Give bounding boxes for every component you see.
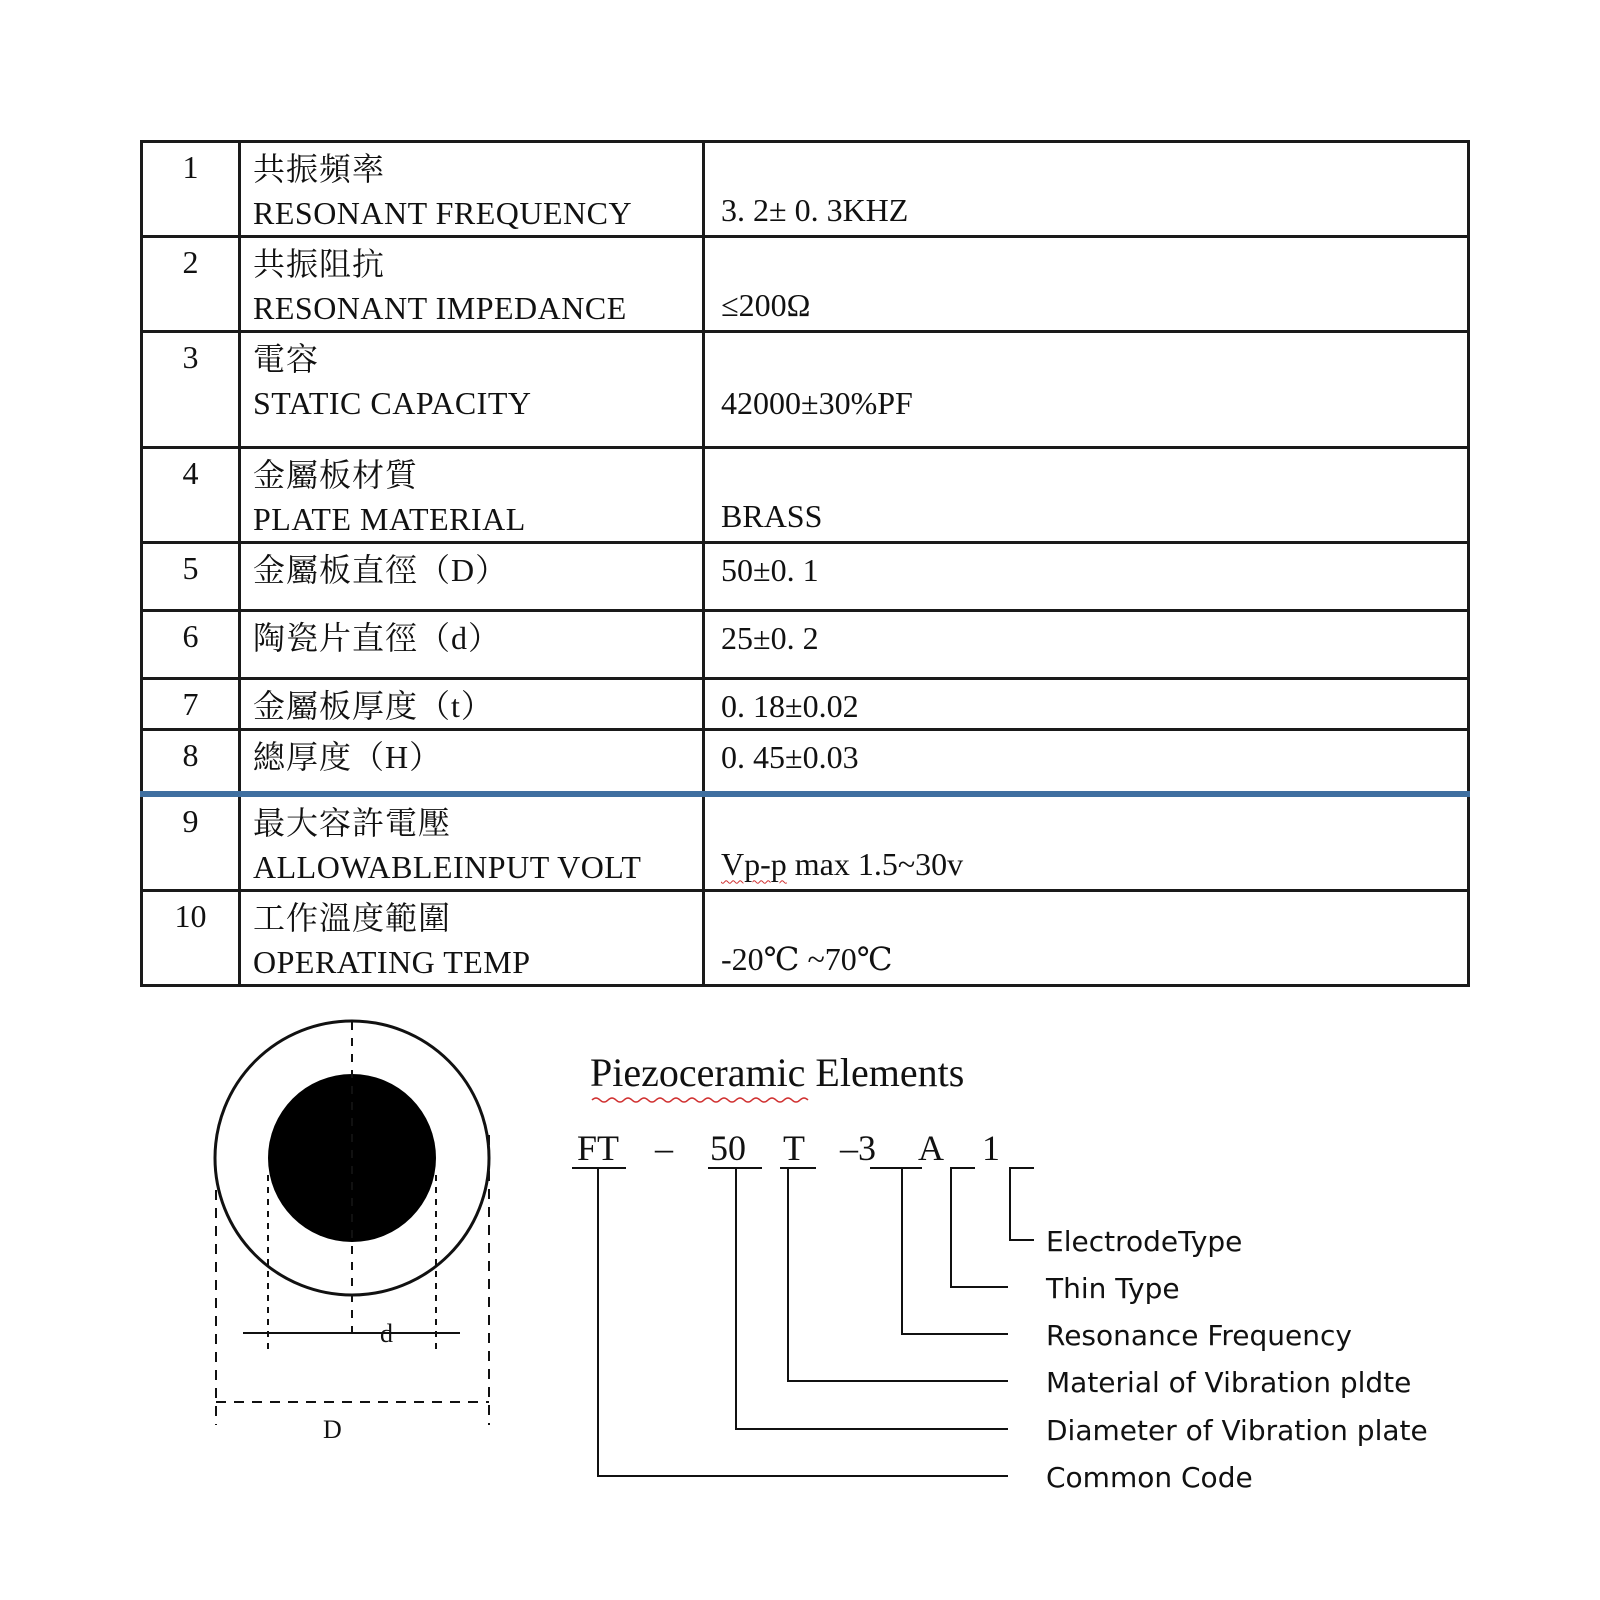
value-text: 25±0. 2 xyxy=(721,620,819,656)
item-label-zh: 最大容許電壓 xyxy=(253,804,452,841)
item-label-zh: 金屬板厚度（t） xyxy=(253,688,494,724)
code-segment-dash: – xyxy=(655,1128,673,1168)
row-number: 2 xyxy=(142,237,240,332)
item-label-zh: 共振頻率 xyxy=(253,151,386,187)
leader-thin-type xyxy=(951,1168,1008,1287)
code-segment-1: 1 xyxy=(982,1128,1000,1168)
leader-frequency xyxy=(870,1168,1008,1334)
item-label-en: PLATE MATERIAL xyxy=(253,501,526,537)
row-number: 5 xyxy=(142,543,240,611)
item-label-en: RESONANT FREQUENCY xyxy=(253,195,633,231)
legend-thin-type: Thin Type xyxy=(1046,1272,1180,1305)
row-number: 3 xyxy=(142,332,240,448)
row-number: 9 xyxy=(142,794,240,891)
item-label-en: OPERATING TEMP xyxy=(253,943,531,980)
value-text: 3. 2± 0. 3KHZ xyxy=(721,192,909,228)
spellcheck-squiggle xyxy=(592,1098,808,1102)
leader-material xyxy=(780,1168,1008,1381)
item-label-zh: 工作溫度範圍 xyxy=(253,899,452,936)
value-text: -20℃ ~70℃ xyxy=(721,940,893,977)
item-label-zh: 電容 xyxy=(253,341,320,377)
row-number: 7 xyxy=(142,679,240,730)
disc-drawing xyxy=(215,1021,489,1444)
code-segment-t: T xyxy=(783,1128,805,1168)
item-label-zh: 陶瓷片直徑（d） xyxy=(253,620,502,656)
inner-diameter-label: d xyxy=(380,1319,393,1348)
row-number: 8 xyxy=(142,730,240,794)
item-label-zh: 金屬板直徑（D） xyxy=(253,552,509,588)
value-text: ≤200Ω xyxy=(721,287,811,323)
value-text: 42000±30%PF xyxy=(721,385,913,421)
item-label-zh: 金屬板材質 xyxy=(253,457,419,493)
value-text: 50±0. 1 xyxy=(721,552,819,588)
code-segment-a: A xyxy=(918,1128,944,1168)
coding-title: Piezoceramic Elements xyxy=(590,1050,965,1095)
code-segment-ft: FT xyxy=(577,1128,620,1168)
outer-diameter-label: D xyxy=(323,1415,342,1444)
item-label-zh: 共振阻抗 xyxy=(253,246,386,282)
row-number: 1 xyxy=(142,142,240,237)
row-number: 6 xyxy=(142,611,240,679)
item-label-en: RESONANT IMPEDANCE xyxy=(253,290,627,326)
legend-resonance-frequency: Resonance Frequency xyxy=(1046,1319,1352,1352)
legend-diameter: Diameter of Vibration plate xyxy=(1046,1414,1428,1447)
item-label-zh: 總厚度（H） xyxy=(253,739,443,775)
code-segment-3: –3 xyxy=(840,1128,876,1168)
row-number: 4 xyxy=(142,448,240,543)
coding-scheme xyxy=(572,1050,1428,1494)
code-segment-50: 50 xyxy=(710,1128,746,1168)
legend-electrode-type: ElectrodeType xyxy=(1046,1225,1243,1258)
value-text: BRASS xyxy=(721,498,823,534)
legend-material: Material of Vibration pldte xyxy=(1046,1366,1412,1399)
value-text: 0. 45±0.03 xyxy=(721,739,859,775)
item-label-en: STATIC CAPACITY xyxy=(253,385,532,421)
leader-electrode xyxy=(1010,1168,1034,1240)
row-number: 10 xyxy=(142,890,240,985)
value-text: Vp-p max 1.5~30v xyxy=(721,845,964,882)
legend-common-code: Common Code xyxy=(1046,1461,1253,1494)
leader-lines xyxy=(572,1168,1034,1476)
item-label-en: ALLOWABLEINPUT VOLT xyxy=(253,848,642,885)
value-text: 0. 18±0.02 xyxy=(721,688,859,724)
leader-diameter xyxy=(708,1168,1008,1429)
